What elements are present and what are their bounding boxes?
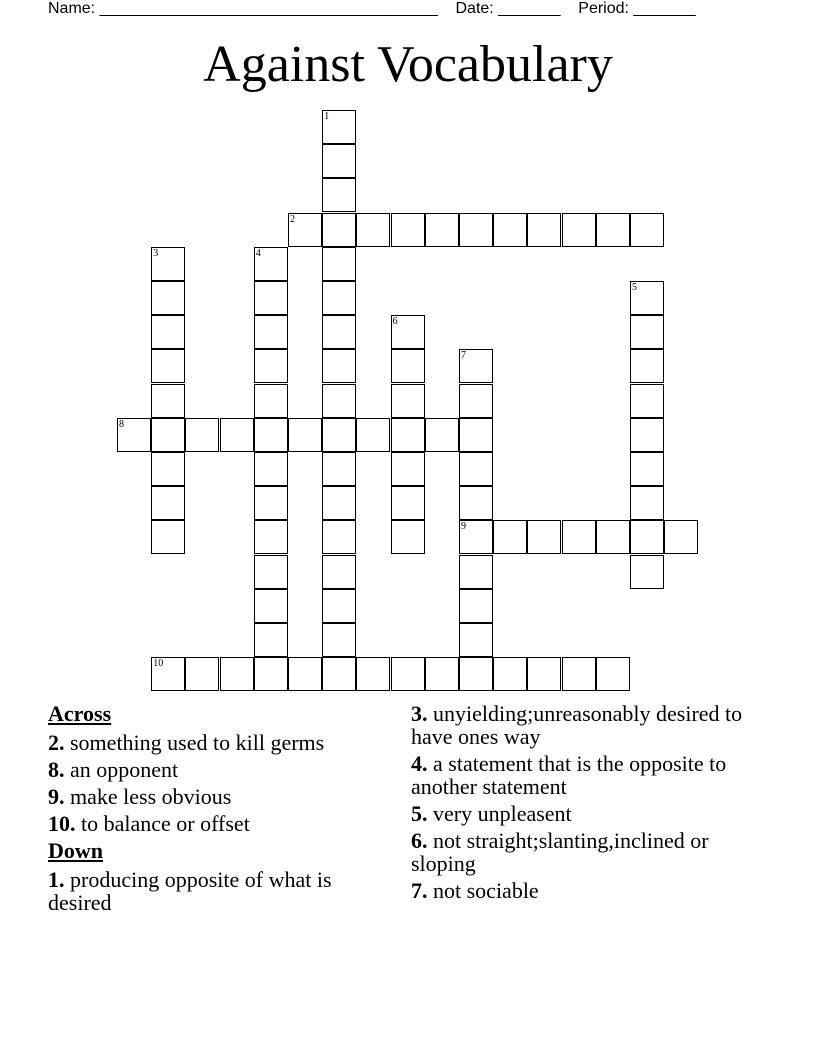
grid-cell[interactable] xyxy=(356,657,390,691)
grid-cell[interactable] xyxy=(459,486,493,520)
grid-cell[interactable] xyxy=(459,657,493,691)
grid-cell[interactable] xyxy=(151,418,185,452)
clue-across-10: 10. to balance or offset xyxy=(48,811,250,836)
grid-cell[interactable] xyxy=(322,520,356,554)
grid-cell[interactable] xyxy=(630,384,664,418)
grid-cell[interactable] xyxy=(493,213,527,247)
grid-cell[interactable] xyxy=(322,657,356,691)
grid-cell[interactable] xyxy=(391,418,425,452)
clues-left-column xyxy=(48,702,378,918)
grid-cell[interactable] xyxy=(254,452,288,486)
grid-cell[interactable] xyxy=(459,349,493,383)
grid-cell[interactable] xyxy=(151,281,185,315)
grid-cell[interactable] xyxy=(151,452,185,486)
clue-across-8: 8. an opponent xyxy=(48,757,179,782)
grid-cell[interactable] xyxy=(459,213,493,247)
grid-cell[interactable] xyxy=(254,520,288,554)
clue-across-2: 2. something used to kill germs xyxy=(48,730,325,755)
grid-cell[interactable] xyxy=(220,418,254,452)
grid-cell[interactable] xyxy=(425,418,459,452)
grid-cell[interactable] xyxy=(630,486,664,520)
grid-cell[interactable] xyxy=(151,247,185,281)
grid-cell[interactable] xyxy=(630,281,664,315)
clue-down-4: 4. a statement that is the opposite to another statement xyxy=(411,751,727,799)
clue-number: 9 xyxy=(461,521,466,533)
grid-cell[interactable] xyxy=(254,486,288,520)
grid-cell[interactable] xyxy=(254,247,288,281)
grid-cell[interactable] xyxy=(459,555,493,589)
clue-number: 1 xyxy=(324,111,330,122)
grid-cell[interactable] xyxy=(288,418,322,452)
grid-cell[interactable] xyxy=(151,384,185,418)
grid-cell[interactable] xyxy=(254,623,288,657)
grid-cell[interactable] xyxy=(254,281,288,315)
grid-cell[interactable] xyxy=(425,213,459,247)
grid-cell[interactable] xyxy=(630,315,664,349)
clue-number: 7 xyxy=(461,350,466,362)
clue-number: 3 xyxy=(153,247,159,259)
grid-cell[interactable] xyxy=(254,657,288,691)
grid-cell[interactable] xyxy=(322,213,356,247)
grid-cell[interactable] xyxy=(288,657,322,691)
grid-cell[interactable] xyxy=(562,657,596,691)
grid-cell[interactable] xyxy=(117,418,151,452)
grid-cell[interactable] xyxy=(459,623,493,657)
grid-cell[interactable] xyxy=(459,452,493,486)
grid-cell[interactable] xyxy=(254,555,288,589)
page-title: Against Vocabulary xyxy=(203,36,613,93)
down-heading: Down xyxy=(48,838,104,863)
grid-cell[interactable] xyxy=(459,520,493,554)
grid-cell[interactable] xyxy=(425,657,459,691)
grid-cell[interactable] xyxy=(596,520,630,554)
grid-cell[interactable] xyxy=(322,418,356,452)
grid-cell[interactable] xyxy=(459,384,493,418)
grid-cell[interactable] xyxy=(288,213,322,247)
clue-number: 6 xyxy=(392,316,398,328)
grid-cell[interactable] xyxy=(493,520,527,554)
period-label: Period: xyxy=(578,0,634,17)
grid-cell[interactable] xyxy=(322,315,356,349)
grid-cell[interactable] xyxy=(527,520,561,554)
grid-cell[interactable] xyxy=(630,213,664,247)
grid-cell[interactable] xyxy=(151,349,185,383)
grid-cell[interactable] xyxy=(185,418,219,452)
grid-cell[interactable] xyxy=(527,213,561,247)
grid-cell[interactable] xyxy=(664,520,698,554)
clue-number: 10 xyxy=(153,658,164,670)
grid-cell[interactable] xyxy=(630,452,664,486)
clue-number: 5 xyxy=(632,282,637,293)
grid-cell[interactable] xyxy=(151,657,185,691)
grid-cell[interactable] xyxy=(322,623,356,657)
across-heading: Across xyxy=(48,701,112,726)
grid-cell[interactable] xyxy=(151,520,185,554)
clue-down-6: 6. not straight;slanting,inclined or sloping xyxy=(411,828,709,876)
grid-cell[interactable] xyxy=(322,349,356,383)
grid-cell[interactable] xyxy=(322,247,356,281)
grid-cell[interactable] xyxy=(322,589,356,623)
grid-cell[interactable] xyxy=(391,486,425,520)
clue-number: 4 xyxy=(255,247,261,259)
grid-cell[interactable] xyxy=(254,349,288,383)
grid-cell[interactable] xyxy=(151,486,185,520)
grid-cell[interactable] xyxy=(562,520,596,554)
grid-cell[interactable] xyxy=(391,657,425,691)
grid-cell[interactable] xyxy=(391,384,425,418)
grid-cell[interactable] xyxy=(254,384,288,418)
period-blank[interactable]: _______ xyxy=(633,0,696,17)
grid-cell[interactable] xyxy=(254,589,288,623)
grid-cell[interactable] xyxy=(391,349,425,383)
grid-cell[interactable] xyxy=(185,657,219,691)
grid-cell[interactable] xyxy=(322,452,356,486)
clue-down-1: 1. producing opposite of what is desired xyxy=(48,867,332,915)
name-label: Name: xyxy=(48,0,100,17)
clues-right-column xyxy=(411,702,751,906)
grid-cell[interactable] xyxy=(630,349,664,383)
clue-down-3: 3. unyielding;unreasonably desired to have ones way xyxy=(411,701,743,749)
name-blank[interactable]: ______________________________________ xyxy=(99,0,438,17)
clue-down-5: 5. very unpleasent xyxy=(411,801,572,826)
grid-cell[interactable] xyxy=(527,657,561,691)
grid-cell[interactable] xyxy=(322,110,356,144)
grid-cell[interactable] xyxy=(254,315,288,349)
grid-cell[interactable] xyxy=(322,384,356,418)
grid-cell[interactable] xyxy=(322,178,356,212)
date-blank[interactable]: _______ xyxy=(498,0,561,17)
clue-down-7: 7. not sociable xyxy=(411,878,539,903)
grid-cell[interactable] xyxy=(322,486,356,520)
grid-cell[interactable] xyxy=(630,418,664,452)
grid-cell[interactable] xyxy=(630,520,664,554)
grid-cell[interactable] xyxy=(391,520,425,554)
grid-cell[interactable] xyxy=(562,213,596,247)
grid-cell[interactable] xyxy=(596,213,630,247)
grid-cell[interactable] xyxy=(459,589,493,623)
clue-number: 8 xyxy=(119,418,124,430)
grid-cell[interactable] xyxy=(596,657,630,691)
grid-cell[interactable] xyxy=(322,144,356,178)
grid-cell[interactable] xyxy=(391,213,425,247)
grid-cell[interactable] xyxy=(356,213,390,247)
grid-cell[interactable] xyxy=(322,281,356,315)
grid-cell[interactable] xyxy=(322,555,356,589)
grid-cell[interactable] xyxy=(459,418,493,452)
clue-across-9: 9. make less obvious xyxy=(48,784,232,809)
grid-cell[interactable] xyxy=(391,452,425,486)
clue-number: 2 xyxy=(290,213,295,225)
grid-cell[interactable] xyxy=(391,315,425,349)
date-label: Date: xyxy=(455,0,499,17)
grid-cell[interactable] xyxy=(254,418,288,452)
grid-cell[interactable] xyxy=(493,657,527,691)
grid-cell[interactable] xyxy=(356,418,390,452)
grid-cell[interactable] xyxy=(630,555,664,589)
grid-cell[interactable] xyxy=(151,315,185,349)
grid-cell[interactable] xyxy=(220,657,254,691)
